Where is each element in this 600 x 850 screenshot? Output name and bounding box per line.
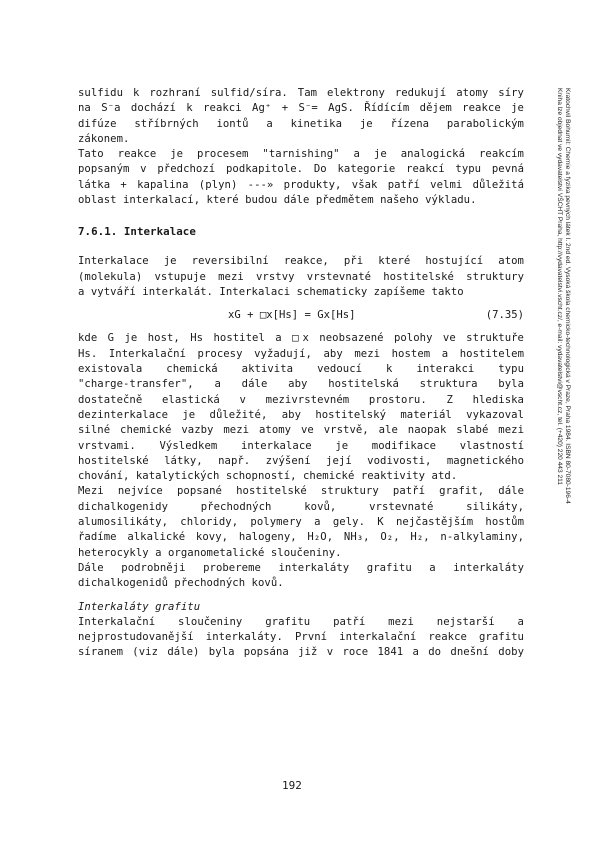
sidenote-line-2: Kniha lze objednat ve vydavatelství VŠCHT Praha, http://vydavatelstvi.vscht.cz/, e-mail: vydavatelstvi@vscht.cz, tel. (+420) 220 443 211 xyxy=(555,88,563,485)
page-number: 192 xyxy=(282,779,302,792)
text-line: Dále podrobněji probereme interkaláty grafitu a interkaláty xyxy=(78,561,524,574)
text-line: (molekula) vstupuje mezi vrstvy vrstevnaté hostitelské struktury xyxy=(78,270,524,283)
text-line: hostitelské látky, např. zvýšení její vodivosti, magnetického xyxy=(78,454,524,467)
paragraph-5 xyxy=(78,484,524,560)
equation-number: (7.35) xyxy=(485,309,524,322)
text-line: dichalkogenidů přechodných kovů. xyxy=(78,577,284,590)
text-line: popsaným v předchozí podkapitole. Do kategorie reakcí typu pevná xyxy=(78,163,524,176)
copyright-sidenote xyxy=(555,88,571,504)
text-line: zákonem. xyxy=(78,132,130,145)
paragraph-1 xyxy=(78,86,524,147)
spacer xyxy=(78,592,524,600)
text-line: a vytváří interkalát. Interkalaci schematicky zapíšeme takto xyxy=(78,285,464,298)
text-line: dichalkogenidy přechodných kovů, vrstevnaté silikáty, xyxy=(78,500,524,513)
text-line: kde G je host, Hs hostitel a □x neobsazené polohy ve struktuře xyxy=(78,332,524,345)
text-line: oblast interkalací, které budou dále předmětem našeho výkladu. xyxy=(78,194,477,207)
section-heading: 7.6.1. Interkalace xyxy=(78,224,196,238)
text-line: Hs. Interkalační procesy vyžadují, aby mezi hostem a hostitelem xyxy=(78,347,524,360)
spacer xyxy=(78,300,524,308)
text-line: síranem (viz dále) byla popsána již v roce 1841 a do dnešní doby xyxy=(78,646,524,659)
text-line: dostatečně elastická v mezivrstevném prostoru. Z hlediska xyxy=(78,393,524,406)
text-line: difúze stříbrných iontů a kinetika je řízena parabolickým xyxy=(78,117,524,130)
page-body xyxy=(78,86,524,661)
text-line: heterocykly a organometalické sloučeniny. xyxy=(78,546,342,559)
text-line: silné chemické vazby mezi atomy ve vrstvě, ale naopak slabé mezi xyxy=(78,424,524,437)
text-line: látka + kapalina (plyn) ---» produkty, však patří velmi důležitá xyxy=(78,178,524,191)
text-line: alumosilikáty, chloridy, polymery a gely. K nejčastějším hostům xyxy=(78,516,524,529)
spacer xyxy=(78,239,524,254)
subheading: Interkaláty grafitu xyxy=(78,600,201,613)
text-line: Interkalační sloučeniny grafitu patří mezi nejstarší a xyxy=(78,615,524,628)
text-line: dezinterkalace je důležité, aby hostitelský materiál vykazoval xyxy=(78,408,524,421)
sidenote-line-1: Kratochvíl Bohumil: Chemie a fyzika pevných látek I. 2nd ed. Vysoká škola chemicko-technologická v Praze, Praha 1984. ISBN 80-7080-196-4 xyxy=(564,88,571,504)
equation-formula: xG + □x[Hs] = Gx[Hs] xyxy=(228,309,356,322)
text-line: na S⁻a dochází k reakci Ag⁺ + S⁻= AgS. Řídícím dějem reakce je xyxy=(78,102,524,115)
paragraph-6 xyxy=(78,561,524,592)
spacer xyxy=(78,208,524,223)
paragraph-4 xyxy=(78,331,524,484)
text-line: Interkalace je reversibilní reakce, při které hostující atom xyxy=(78,255,524,268)
text-line: řadíme alkalické kovy, halogeny, H₂O, NH₃, O₂, H₂, n-alkylaminy, xyxy=(78,531,524,544)
text-line: Mezi nejvíce popsané hostitelské struktury patří grafit, dále xyxy=(78,485,524,498)
text-line: nejprostudovanější interkaláty. První interkalační reakce grafitu xyxy=(78,631,524,644)
spacer xyxy=(78,323,524,331)
paragraph-2 xyxy=(78,147,524,208)
text-line: Tato reakce je procesem "tarnishing" a je analogická reakcím xyxy=(78,148,524,161)
paragraph-3 xyxy=(78,254,524,300)
text-line: "charge-transfer", a dále aby hostitelská struktura byla xyxy=(78,378,524,391)
paragraph-7 xyxy=(78,615,524,661)
text-line: sulfidu k rozhraní sulfid/síra. Tam elektrony redukují atomy síry xyxy=(78,87,524,99)
text-line: vrstvami. Výsledkem interkalace je modifikace vlastností xyxy=(78,439,524,452)
text-line: existovala chemická aktivita vedoucí k interakci typu xyxy=(78,363,524,376)
equation-row xyxy=(78,308,524,323)
text-line: chování, katalytických schopností, chemické reaktivity atd. xyxy=(78,470,458,483)
